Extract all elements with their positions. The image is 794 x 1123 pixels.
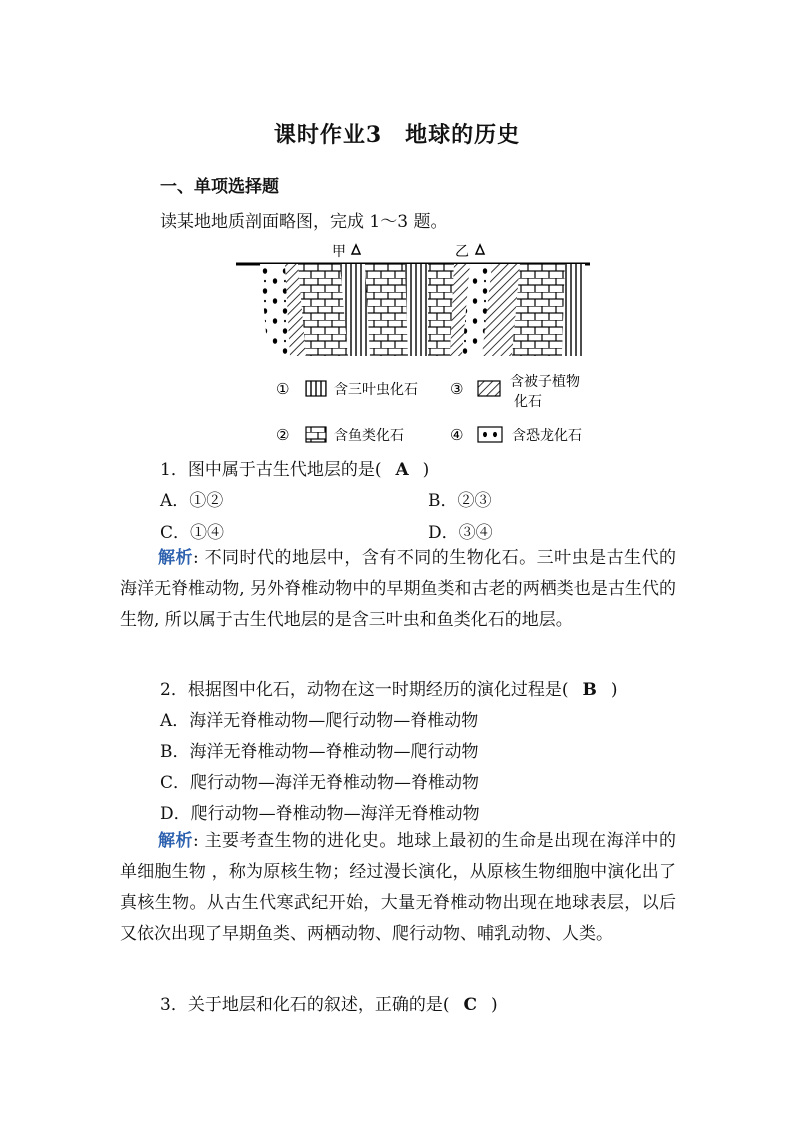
intro-text: 读某地地质剖面略图，完成 1～3 题。 <box>160 212 448 232</box>
analysis-2-text: : 主要考查生物的进化史。地球上最初的生命是出现在海洋中的单细胞生物 ，称为原核生物；经过漫长演化，从原核生物细胞中演化出了真核生物。从古生代寒武纪开始，大量无脊椎动物出现在地球表层，以后又依次出现了早期鱼类、两栖动物、爬行动物、哺乳动物、人类。 <box>120 831 677 944</box>
section-heading: 一、单项选择题 <box>160 177 279 197</box>
legend-num-3: ③ <box>450 380 464 398</box>
q1-option-c: C．①④ <box>160 523 225 543</box>
legend-num-4: ④ <box>450 426 464 444</box>
legend-num-1: ① <box>276 380 290 398</box>
geologic-section-figure <box>230 236 600 446</box>
stratum-1-trilobite <box>405 264 428 356</box>
marker-yi-icon <box>476 245 484 254</box>
q2-option-c: C．爬行动物—海洋无脊椎动物—脊椎动物 <box>160 773 480 793</box>
analysis-2 <box>120 826 676 950</box>
question-2-stem: 2．根据图中化石，动物在这一时期经历的演化过程是( <box>160 680 569 700</box>
analysis-1-label: 解析 <box>158 548 193 568</box>
legend-text-4: 含恐龙化石 <box>512 428 582 444</box>
question-2: 2．根据图中化石，动物在这一时期经历的演化过程是( B ) <box>160 680 618 700</box>
q2-option-b: B．海洋无脊椎动物—脊椎动物—爬行动物 <box>160 742 479 762</box>
question-2-answer: B <box>582 680 597 700</box>
question-3: 3．关于地层和化石的叙述，正确的是( C ) <box>160 995 498 1015</box>
question-1: 1．图中属于古生代地层的是( A ) <box>160 460 430 480</box>
fish-swatch-icon <box>306 427 326 442</box>
marker-jia-icon <box>352 245 360 254</box>
page-title: 课时作业3 地球的历史 <box>273 122 521 148</box>
legend-text-3b: 化石 <box>514 394 542 410</box>
q2-option-a: A．海洋无脊椎动物—爬行动物—脊椎动物 <box>160 711 479 731</box>
stratum-4-dinosaur <box>260 264 290 356</box>
stratum-2-fish <box>365 264 408 356</box>
legend-num-2: ② <box>276 426 290 444</box>
q1-option-b: B．②③ <box>428 491 492 511</box>
q2-option-d: D．爬行动物—脊椎动物—海洋无脊椎动物 <box>160 804 480 824</box>
label-jia: 甲 <box>332 244 346 260</box>
q1-option-d: D．③④ <box>428 523 493 543</box>
trilobite-swatch-icon <box>306 381 326 396</box>
legend-text-2: 含鱼类化石 <box>334 428 404 444</box>
stratum-2-fish <box>428 264 454 356</box>
question-1-answer: A <box>395 460 409 480</box>
question-3-stem: 3．关于地层和化石的叙述，正确的是( <box>160 995 450 1015</box>
question-3-answer: C <box>463 995 477 1015</box>
stratum-1-trilobite <box>562 264 585 356</box>
stratum-2-fish <box>298 264 348 356</box>
analysis-1 <box>120 543 676 636</box>
q1-option-a: A．①② <box>160 491 224 511</box>
stratum-2-fish <box>512 264 565 356</box>
legend-text-1: 含三叶虫化石 <box>334 382 418 398</box>
dinosaur-swatch-icon <box>478 427 502 442</box>
analysis-2-label: 解析 <box>158 831 193 851</box>
label-yi: 乙 <box>455 244 469 260</box>
analysis-1-text: : 不同时代的地层中，含有不同的生物化石。三叶虫是古生代的海洋无脊椎动物, 另外脊椎动物中的早期鱼类和古老的两栖类也是古生代的生物, 所以属于古生代地层的是含三叶虫和鱼类化石的地层。 <box>120 548 677 630</box>
angiosperm-swatch-icon <box>478 381 500 396</box>
legend-text-3: 含被子植物 <box>510 374 580 390</box>
legend <box>276 373 582 444</box>
question-1-stem: 1．图中属于古生代地层的是( <box>160 460 382 480</box>
